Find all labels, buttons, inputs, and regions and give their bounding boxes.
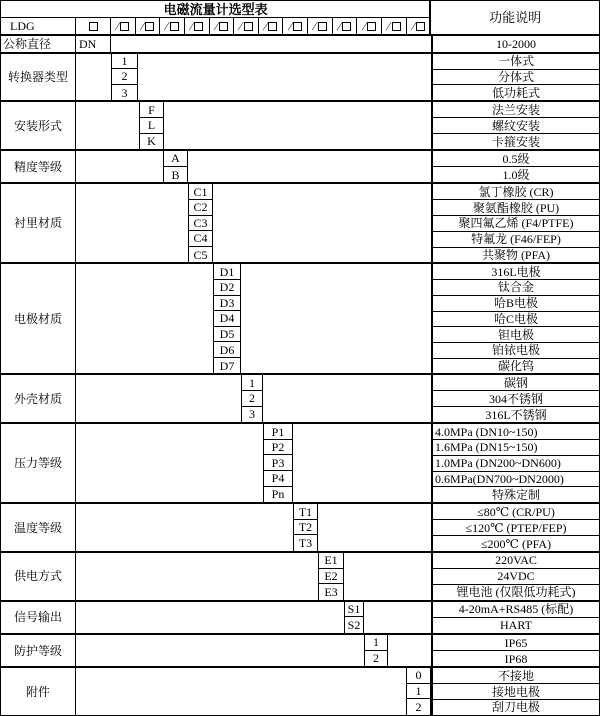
description-column — [431, 36, 599, 52]
slash-glyph: / — [163, 19, 172, 33]
slash-glyph: / — [113, 19, 122, 33]
description-cell: 聚氨酯橡胶 (PU) — [433, 200, 599, 216]
code-cell: C2 — [188, 200, 213, 216]
description-cell: 碳化钨 — [497, 359, 534, 374]
model-prefix: LDG — [1, 18, 76, 34]
description-column — [431, 553, 599, 600]
code-placeholder-cell — [259, 18, 284, 34]
code-column-area — [76, 375, 431, 422]
description-cell: 不接地 — [433, 668, 599, 684]
placeholder-square-icon — [293, 22, 302, 31]
code-row — [76, 36, 431, 52]
description-column — [431, 602, 599, 633]
code-cell: D2 — [213, 280, 241, 296]
code-row — [76, 216, 431, 232]
description-cell: IP68 — [504, 651, 528, 666]
code-row — [76, 264, 431, 280]
code-cell: D1 — [213, 264, 241, 280]
slash-glyph: / — [261, 19, 270, 33]
code-column-area — [76, 424, 431, 502]
category-section — [1, 264, 599, 375]
slash-glyph: / — [187, 19, 196, 33]
category-section — [1, 635, 599, 668]
description-cell: 钛合金 — [433, 280, 599, 296]
description-cell: 低功耗式 — [491, 85, 540, 100]
code-row — [76, 569, 431, 585]
category-section — [1, 36, 599, 54]
code-row — [76, 440, 431, 456]
code-row — [76, 102, 431, 118]
code-row — [76, 553, 431, 569]
description-cell: 220VAC — [433, 553, 599, 569]
category-section — [1, 668, 599, 715]
description-cell: 哈B电极 — [433, 296, 599, 312]
description-cell: ≤120℃ (PTEP/FEP) — [433, 520, 599, 536]
category-label: 电极材质 — [1, 264, 76, 373]
slash-glyph: / — [384, 19, 393, 33]
category-section — [1, 151, 599, 184]
code-cell: D6 — [213, 342, 241, 358]
description-cell: 1.0级 — [502, 167, 530, 182]
code-column-area — [76, 184, 431, 262]
description-cell: 铂铱电极 — [433, 343, 599, 359]
category-label: 信号输出 — [1, 602, 76, 633]
code-placeholder-cell — [160, 18, 185, 34]
code-row — [76, 280, 431, 296]
code-column-area — [76, 635, 431, 666]
code-row — [76, 455, 431, 471]
code-cell: 2 — [241, 391, 263, 407]
code-cell: E3 — [318, 584, 344, 600]
code-cell: 0 — [406, 668, 431, 684]
category-label: 精度等级 — [1, 151, 76, 182]
placeholder-square-icon — [342, 22, 351, 31]
description-cell: 锂电池 (仅限低功耗式) — [456, 585, 576, 600]
code-row — [76, 358, 431, 374]
code-row — [76, 85, 431, 101]
placeholder-square-icon — [244, 22, 253, 31]
code-column-area — [76, 264, 431, 373]
code-row — [76, 487, 431, 503]
category-section — [1, 54, 599, 103]
description-column — [431, 264, 599, 373]
placeholder-square-icon — [170, 22, 179, 31]
placeholder-square-icon — [145, 22, 154, 31]
code-cell: C5 — [188, 247, 213, 263]
code-row — [76, 407, 431, 423]
description-cell: 10-2000 — [496, 36, 536, 51]
code-column-area — [76, 102, 431, 149]
description-cell: 哈C电极 — [433, 312, 599, 328]
category-label: 公称直径 — [1, 36, 76, 52]
description-cell: 钽电极 — [433, 327, 599, 343]
code-row — [76, 617, 431, 633]
description-cell: 聚四氟乙烯 (F4/PTFE) — [433, 216, 599, 232]
code-placeholder-cell — [333, 18, 358, 34]
description-cell: 接地电极 — [433, 684, 599, 700]
table-body — [1, 36, 599, 715]
code-row — [76, 184, 431, 200]
description-cell: 4-20mA+RS485 (标配) — [433, 602, 599, 618]
placeholder-square-icon — [219, 22, 228, 31]
description-cell: 24VDC — [433, 569, 599, 585]
slash-glyph: / — [212, 19, 221, 33]
code-cell: P1 — [263, 424, 293, 440]
category-section — [1, 553, 599, 602]
code-column-area — [76, 54, 431, 101]
code-cell: C3 — [188, 216, 213, 232]
code-cell: Pn — [263, 487, 293, 503]
description-column — [431, 375, 599, 422]
category-label: 温度等级 — [1, 504, 76, 551]
code-row — [76, 635, 431, 651]
slash-glyph: / — [237, 19, 245, 33]
description-column — [431, 668, 599, 715]
description-column — [431, 424, 599, 502]
category-label: 压力等级 — [1, 424, 76, 502]
code-row — [76, 684, 431, 700]
description-cell: 0.6MPa(DN700~DN2000) — [433, 472, 599, 488]
description-cell: 卡箍安装 — [491, 134, 540, 149]
placeholder-square-icon — [318, 22, 327, 31]
category-section — [1, 504, 599, 553]
code-cell: 2 — [111, 69, 138, 85]
slash-glyph: / — [310, 19, 319, 33]
code-row — [76, 151, 431, 167]
code-cell: 1 — [241, 375, 263, 391]
code-cell: D7 — [213, 358, 241, 374]
placeholder-square-icon — [416, 22, 425, 31]
code-column-area — [76, 553, 431, 600]
code-row — [76, 471, 431, 487]
description-cell: 法兰安装 — [433, 102, 599, 118]
code-row — [76, 247, 431, 263]
category-label: 衬里材质 — [1, 184, 76, 262]
description-cell: 共聚物 (PFA) — [481, 247, 551, 262]
description-cell: 分体式 — [433, 70, 599, 86]
code-row — [76, 391, 431, 407]
description-column — [431, 635, 599, 666]
category-section — [1, 602, 599, 635]
slash-glyph: / — [360, 19, 369, 33]
description-cell: 316L不锈钢 — [485, 407, 547, 422]
code-cell: 2 — [364, 651, 388, 667]
code-placeholder-cell — [136, 18, 161, 34]
code-cell: T2 — [293, 520, 318, 536]
table-header — [1, 1, 599, 36]
description-column — [431, 151, 599, 182]
code-cell: L — [139, 118, 164, 134]
code-cell: 1 — [111, 54, 138, 70]
code-cell: C1 — [188, 184, 213, 200]
code-placeholder-cell — [357, 18, 382, 34]
code-placeholder-cell — [234, 18, 259, 34]
description-cell: 特殊定制 — [491, 487, 540, 502]
code-cell: D4 — [213, 311, 241, 327]
placeholder-square-icon — [194, 22, 203, 31]
code-cell: S1 — [344, 602, 364, 618]
code-column-area — [76, 151, 431, 182]
placeholder-square-icon — [268, 22, 277, 31]
code-row — [76, 69, 431, 85]
description-cell: 0.5级 — [433, 151, 599, 167]
category-label: 附件 — [1, 668, 76, 715]
model-code-row — [1, 18, 430, 34]
placeholder-square-icon — [392, 22, 401, 31]
code-row — [76, 327, 431, 343]
description-cell: HART — [500, 618, 532, 633]
placeholder-square-icon — [367, 22, 376, 31]
code-row — [76, 311, 431, 327]
description-cell: 螺纹安装 — [433, 118, 599, 134]
code-placeholder-cell — [210, 18, 235, 34]
description-cell: ≤80℃ (CR/PU) — [433, 504, 599, 520]
code-row — [76, 504, 431, 520]
function-column-header: 功能说明 — [429, 1, 599, 34]
code-placeholder-cell — [111, 18, 136, 34]
description-cell: 氯丁橡胶 (CR) — [433, 184, 599, 200]
code-column-area — [76, 36, 431, 52]
category-label: 供电方式 — [1, 553, 76, 600]
code-placeholder-cell — [308, 18, 333, 34]
description-cell: 特氟龙 (F46/FEP) — [433, 232, 599, 248]
code-row — [76, 424, 431, 440]
code-cell: 2 — [406, 699, 431, 715]
code-cell: 1 — [364, 635, 388, 651]
code-cell: T3 — [293, 535, 318, 551]
category-label: 转换器类型 — [1, 54, 76, 101]
description-cell: 1.0MPa (DN200~DN600) — [433, 456, 599, 472]
slash-glyph: / — [335, 19, 344, 33]
code-cell: E2 — [318, 569, 344, 585]
code-row — [76, 668, 431, 684]
code-row — [76, 342, 431, 358]
code-row — [76, 231, 431, 247]
slash-glyph: / — [409, 19, 418, 33]
code-cell: C4 — [188, 231, 213, 247]
code-column-area — [76, 668, 431, 715]
category-label: 防护等级 — [1, 635, 76, 666]
code-placeholder-cell — [382, 18, 407, 34]
code-row — [76, 118, 431, 134]
code-cell: 3 — [241, 407, 263, 423]
code-row — [76, 699, 431, 715]
code-placeholder-strip — [111, 18, 430, 34]
code-row — [76, 296, 431, 312]
code-row — [76, 602, 431, 618]
description-column — [431, 54, 599, 101]
code-placeholder-cell — [407, 18, 431, 34]
code-row — [76, 520, 431, 536]
code-cell: E1 — [318, 553, 344, 569]
code-row — [76, 54, 431, 70]
slash-glyph: / — [138, 19, 147, 33]
code-cell: S2 — [344, 617, 364, 633]
placeholder-square-icon — [89, 22, 98, 31]
code-placeholder-cell — [185, 18, 210, 34]
code-cell: F — [139, 102, 164, 118]
code-row — [76, 584, 431, 600]
category-label: 安装形式 — [1, 102, 76, 149]
code-cell: 1 — [406, 684, 431, 700]
code-cell: D5 — [213, 327, 241, 343]
description-cell: IP65 — [433, 635, 599, 651]
code-cell: B — [163, 167, 188, 183]
header-left — [1, 1, 430, 34]
category-section — [1, 375, 599, 424]
code-cell: DN — [76, 36, 111, 52]
placeholder-square-icon — [120, 22, 129, 31]
code-cell: T1 — [293, 504, 318, 520]
description-cell: 碳钢 — [433, 375, 599, 391]
category-section — [1, 102, 599, 151]
description-cell: 4.0MPa (DN10~150) — [433, 424, 599, 440]
code-row — [76, 535, 431, 551]
description-column — [431, 102, 599, 149]
code-column-area — [76, 602, 431, 633]
description-cell: 一体式 — [433, 54, 599, 70]
dn-placeholder-cell — [76, 18, 111, 34]
code-cell: P4 — [263, 471, 293, 487]
code-cell: K — [139, 134, 164, 150]
code-row — [76, 167, 431, 183]
description-cell: 316L电极 — [433, 264, 599, 280]
code-cell: 3 — [111, 85, 138, 101]
code-cell: P3 — [263, 455, 293, 471]
description-cell: ≤200℃ (PFA) — [480, 536, 552, 551]
category-section — [1, 424, 599, 504]
code-placeholder-cell — [283, 18, 308, 34]
code-row — [76, 200, 431, 216]
code-row — [76, 134, 431, 150]
code-cell: P2 — [263, 440, 293, 456]
description-column — [431, 184, 599, 262]
description-cell: 304不锈钢 — [433, 391, 599, 407]
slash-glyph: / — [286, 19, 295, 33]
code-cell: D3 — [213, 296, 241, 312]
code-row — [76, 375, 431, 391]
category-section — [1, 184, 599, 264]
code-column-area — [76, 504, 431, 551]
description-cell: 刮刀电极 — [491, 700, 540, 715]
description-column — [431, 504, 599, 551]
description-cell: 1.6MPa (DN15~150) — [433, 440, 599, 456]
page-title: 电磁流量计选型表 — [1, 1, 430, 18]
code-cell: A — [163, 151, 188, 167]
category-label: 外壳材质 — [1, 375, 76, 422]
code-row — [76, 651, 431, 667]
